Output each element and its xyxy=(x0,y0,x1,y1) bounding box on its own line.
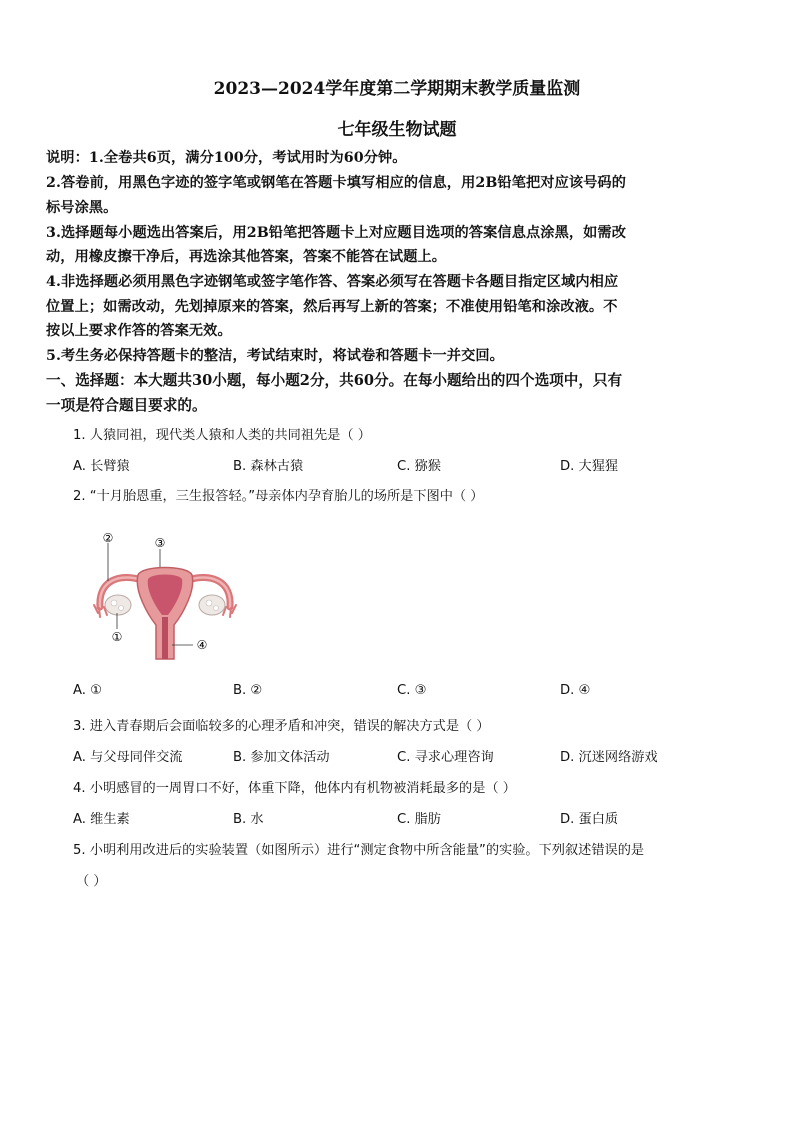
question-1-option-b: B. 森林古猿 xyxy=(233,459,304,474)
note-line: 标号涂黑。 xyxy=(46,200,118,216)
question-4-option-a: A. 维生素 xyxy=(73,812,130,827)
question-3-option-a: A. 与父母同伴交流 xyxy=(73,750,183,765)
question-1-option-c: C. 猕猴 xyxy=(397,459,441,474)
figure-label-2: ② xyxy=(102,531,114,545)
question-5-stem: 5. 小明利用改进后的实验装置（如图所示）进行“测定食物中所含能量”的实验。下列叙述错误的是 xyxy=(73,843,645,858)
question-2-option-c: C. ③ xyxy=(397,683,427,698)
note-line: 4.非选择题必须用黑色字迹钢笔或签字笔作答、答案必须写在答题卡各题目指定区域内相应 xyxy=(46,274,619,290)
figure-label-3: ③ xyxy=(154,536,166,550)
note-line: 5.考生务必保持答题卡的整洁，考试结束时，将试卷和答题卡一并交回。 xyxy=(46,348,504,364)
note-line: 说明：1.全卷共6页，满分100分，考试用时为60分钟。 xyxy=(46,150,407,166)
question-2-option-d: D. ④ xyxy=(560,683,591,698)
note-line: 2.答卷前，用黑色字迹的签字笔或钢笔在答题卡填写相应的信息，用2B铅笔把对应该号码的 xyxy=(46,175,627,191)
section-heading: 一项是符合题目要求的。 xyxy=(46,397,207,414)
question-3-option-b: B. 参加文体活动 xyxy=(233,750,330,765)
question-2-stem: 2. “十月胎恩重，三生报答轻。”母亲体内孕育胎儿的场所是下图中（ ） xyxy=(73,489,484,504)
note-line: 动，用橡皮擦干净后，再选涂其他答案，答案不能答在试题上。 xyxy=(46,249,447,265)
section-heading: 一、选择题：本大题共30小题，每小题2分，共60分。在每小题给出的四个选项中，只有 xyxy=(46,372,623,389)
question-1-stem: 1. 人猿同祖，现代类人猿和人类的共同祖先是（ ） xyxy=(73,428,371,443)
note-line: 位置上；如需改动，先划掉原来的答案，然后再写上新的答案；不准使用铅笔和涂改液。不 xyxy=(46,299,618,315)
note-line: 按以上要求作答的答案无效。 xyxy=(46,323,232,339)
figure-label-1: ① xyxy=(111,630,123,644)
question-4-stem: 4. 小明感冒的一周胃口不好，体重下降，他体内有机物被消耗最多的是（ ） xyxy=(73,781,516,796)
question-1-option-a: A. 长臂猿 xyxy=(73,459,130,474)
question-3-option-d: D. 沉迷网络游戏 xyxy=(560,750,658,765)
note-line: 3.选择题每小题选出答案后，用2B铅笔把答题卡上对应题目选项的答案信息点涂黑，如需改 xyxy=(46,225,627,241)
question-5-stem-continuation: （ ） xyxy=(76,874,107,889)
exam-title: 2023—2024学年度第二学期期末教学质量监测 xyxy=(213,79,581,99)
question-2-option-b: B. ② xyxy=(233,683,263,698)
question-2-option-a: A. ① xyxy=(73,683,102,698)
left-ovary xyxy=(105,595,131,615)
question-1-option-d: D. 大猩猩 xyxy=(560,459,619,474)
right-ovary xyxy=(199,595,225,615)
female-reproductive-system-figure xyxy=(80,525,250,665)
exam-subtitle: 七年级生物试题 xyxy=(337,120,457,140)
question-4-option-c: C. 脂肪 xyxy=(397,812,441,827)
question-4-option-b: B. 水 xyxy=(233,812,264,827)
figure-label-4: ④ xyxy=(196,638,208,652)
vagina xyxy=(162,617,168,659)
question-3-stem: 3. 进入青春期后会面临较多的心理矛盾和冲突，错误的解决方式是（ ） xyxy=(73,719,490,734)
question-4-option-d: D. 蛋白质 xyxy=(560,812,619,827)
question-3-option-c: C. 寻求心理咨询 xyxy=(397,750,494,765)
